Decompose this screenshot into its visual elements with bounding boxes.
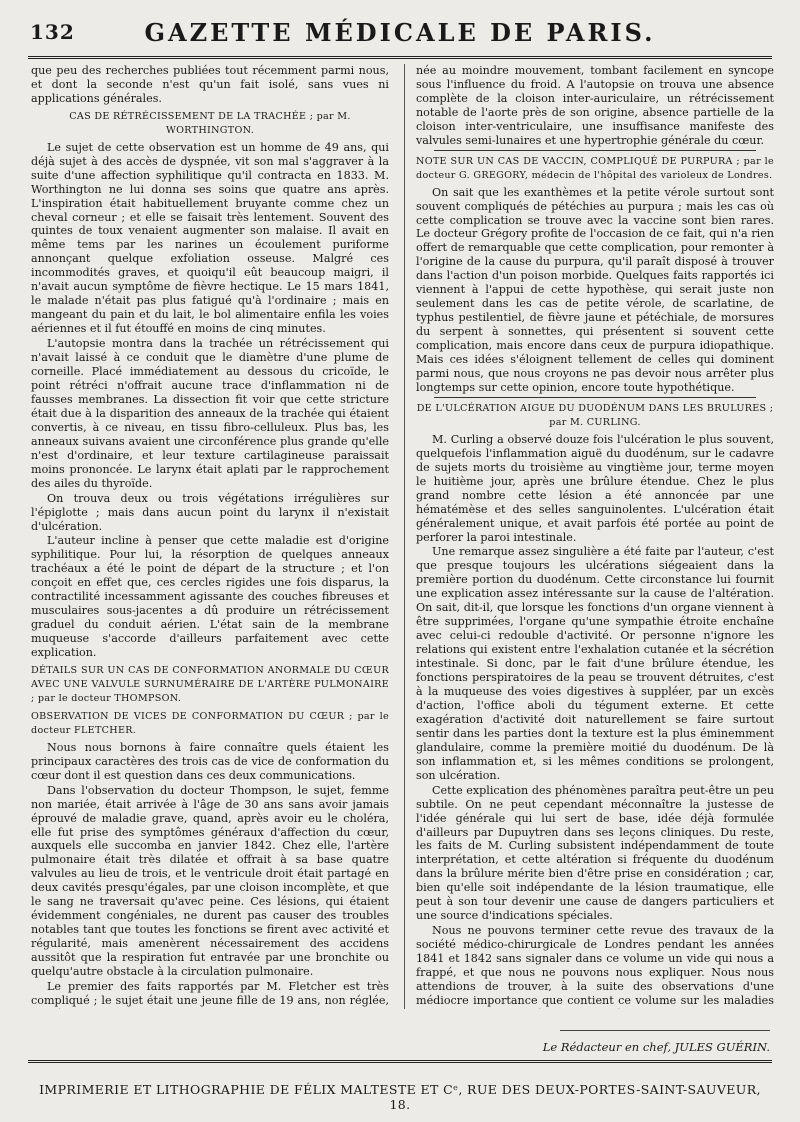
article-heading-gregory: NOTE SUR UN CAS DE VACCIN, COMPLIQUÉ DE PURPURA ; par le docteur G. GREGORY, médecin de l'hôpital des varioleux de Londres.: [416, 155, 774, 181]
paragraph: On sait que les exanthèmes et la petite vérole surtout sont souvent compliqués de pétéchies au purpura ; mais les cas où cette complication se trouve avec la vaccine sont bien rares. Le docteur Grégory profite de l'occasion de ce fait, qui n'a rien offert de remarquable que cette complication, pour remonter à l'origine de la cause du purpura, qu'il paraît disposé à trouver dans l'action d'un poison morbide. Quelques faits rapportés ici viennent à l'appui de cette hypothèse, qui serait juste non seulement dans les cas de petite vérole, de scarlatine, de typhus pestilentiel, de fièvre jaune et pétéchiale, de morsures du serpent à sonnettes, qui présentent si souvent cette complication, mais encore dans ceux de purpura idiopathique. Mais ces idées s'éloignent tellement de celles qui dominent parmi nous, que nous croyons ne pas devoir nous arrêter plus longtemps sur cette opinion, encore toute hypothétique.: [416, 185, 774, 394]
left-column: [31, 64, 389, 1009]
article-heading-thompson: DÉTAILS SUR UN CAS DE CONFORMATION ANORMALE DU CŒUR AVEC UNE VALVULE SURNUMÉRAIRE DE L'ARTÈRE PULMONAIRE ; par le docteur THOMPSON.: [31, 665, 389, 704]
signature-rule: [560, 1030, 770, 1031]
header-rule: [28, 56, 772, 59]
paragraph: On trouva deux ou trois végétations irrégulières sur l'épiglotte ; mais dans aucun point du larynx il n'existait d'ulcération.: [31, 491, 389, 533]
paragraph: Nous nous bornons à faire connaître quels étaient les principaux caractères des trois cas de vice de conformation du cœur dont il est question dans ces deux communications.: [31, 740, 389, 782]
section-rule: [434, 150, 756, 151]
section-rule: [434, 397, 756, 398]
column-divider: [404, 64, 405, 1009]
journal-title: GAZETTE MÉDICALE DE PARIS.: [144, 18, 656, 47]
paragraph: Le sujet de cette observation est un homme de 49 ans, qui déjà sujet à des accès de dyspnée, vit son mal s'aggraver à la suite d'une affection syphilitique qu'il contracta en 1833. M. Worthington ne lui donna ses soins que quatre ans après. L'inspiration était habituellement bruyante comme chez un cheval corneur ; et elle se faisait très lentement. Souvent des quintes de toux venaient augmenter son malaise. Il avait en même tems par les narines un écoulement puriforme annonçant quelque exfoliation osseuse. Malgré ces incommodités graves, et quoiqu'il eût beaucoup maigri, il n'avait aucun symptôme de fièvre hectique. Le 15 mars 1841, le malade n'était pas plus fatigué qu'à l'ordinaire ; mais en mangeant du pain et du lait, le bol alimentaire enfila les voies aériennes et il fut étouffé en moins de cinq minutes.: [31, 140, 389, 336]
page-header: [30, 14, 770, 54]
article-heading-curling: DE L'ULCÉRATION AIGUE DU DUODÉNUM DANS LES BRULURES ; par M. CURLING.: [416, 402, 774, 428]
article-heading-trachea: CAS DE RÉTRÉCISSEMENT DE LA TRACHÉE ; par M. WORTHINGTON.: [69, 110, 351, 136]
paragraph: Dans l'observation du docteur Thompson, le sujet, femme non mariée, était arrivée à l'âge de 30 ans sans avoir jamais éprouvé de maladie grave, quand, après avoir eu le choléra, elle fut prise des symptômes généraux d'affection du cœur, auxquels elle succomba en janvier 1842. Chez elle, l'artère pulmonaire était très dilatée et offrait à sa base quatre valvules au lieu de trois, et le ventricule droit était partagé en deux cavités presqu'égales, par une cloison incomplète, et que le sang ne traversait qu'avec peine. Ces lésions, qui étaient évidemment congéniales, ne durent pas causer des troubles notables tant que toutes les fonctions se firent avec activité et régularité, mais amenèrent nécessairement des accidens aussitôt que la respiration fut entravée par une bronchite ou quelqu'autre obstacle à la circulation pulmonaire.: [31, 783, 389, 979]
paragraph: L'autopsie montra dans la trachée un rétrécissement qui n'avait laissé à ce conduit que le diamètre d'une plume de corneille. Placé immédiatement au dessous du cricoïde, le point rétréci n'offrait aucune trace d'inflammation ni de fausses membranes. La dissection fit voir que cette stricture était due à la disparition des anneaux de la trachée qui étaient convertis, à ce niveau, en tissu fibro-celluleux. Plus bas, les anneaux suivans avaient une circonférence plus grande qu'elle n'est d'ordinaire, et leur texture cartilagineuse paraissait moins prononcée. Le larynx était aplati par le rapprochement des ailes du thyroïde.: [31, 337, 389, 490]
paragraph: que peu des recherches publiées tout récemment parmi nous, et dont la seconde n'est qu'un fait isolé, sans vues ni applications générales.: [31, 64, 389, 105]
page-number: 132: [30, 20, 75, 44]
footer-rule: [28, 1060, 772, 1063]
paragraph: née au moindre mouvement, tombant facilement en syncope sous l'influence du froid. A l'autopsie on trouva une absence complète de la cloison inter-auriculaire, un rétrécissement notable de l'aorte près de son origine, absence partielle de la cloison inter-ventriculaire, une insuffisance manifeste des valvules semi-lunaires et une hypertrophie générale du cœur.: [416, 64, 774, 147]
paragraph: Nous ne pouvons terminer cette revue des travaux de la société médico-chirurgicale de Londres pendant les années 1841 et 1842 sans signaler dans ce volume un vide qui nous a frappé, et que nous ne pouvons nous expliquer. Nous nous attendions de trouver, à la suite des observations d'une médiocre importance que contient ce volume sur les maladies: [416, 924, 774, 1007]
printer-imprint: IMPRIMERIE ET LITHOGRAPHIE DE FÉLIX MALTESTE ET Cᵉ, RUE DES DEUX-PORTES-SAINT-SAUVEUR, 18.: [39, 1082, 761, 1112]
paragraph: Le premier des faits rapportés par M. Fletcher est très compliqué ; le sujet était une jeune fille de 19 ans, non réglée,: [31, 980, 389, 1007]
article-heading-fletcher: OBSERVATION DE VICES DE CONFORMATION DU CŒUR ; par le docteur FLETCHER.: [31, 710, 389, 736]
paragraph: Cette explication des phénomènes paraîtra peut-être un peu subtile. On ne peut cependant méconnaître la justesse de l'idée générale qui lui sert de base, idée déjà formulée d'ailleurs par Dupuytren dans ses leçons cliniques. Du reste, les faits de M. Curling subsistent indépendamment de toute interprétation, et cette altération si fréquente du duodénum dans la brûlure mérite bien d'être prise en considération ; car, bien qu'elle soit indépendante de la lésion traumatique, elle peut à son tour devenir une cause de dangers particuliers et une source d'indications spéciales.: [416, 783, 774, 923]
right-column: [416, 64, 774, 1009]
paragraph: M. Curling a observé douze fois l'ulcération le plus souvent, quelquefois l'inflammation aiguë du duodénum, sur le cadavre de sujets morts du troisième au vingtième jour, terme moyen le huitième jour, après une brûlure étendue. Chez le plus grand nombre cette lésion a été annoncée par une hématémèse et des selles sanguinolentes. L'ulcération était généralement unique, et avait parfois été portée au point de perforer la paroi intestinale.: [416, 432, 774, 544]
paragraph: L'auteur incline à penser que cette maladie est d'origine syphilitique. Pour lui, la résorption de quelques anneaux trachéaux a été le point de départ de la structure ; et l'on conçoit en effet que, ces cercles rigides une fois disparus, la contractilité incessamment agissante des couches fibreuses et musculaires sous-jacentes a dû produire un rétrécissement graduel du conduit aérien. L'état sain de la membrane muqueuse s'accorde d'ailleurs parfaitement avec cette explication.: [31, 534, 389, 660]
editor-signature: Le Rédacteur en chef, JULES GUÉRIN.: [542, 1040, 770, 1054]
paragraph: Une remarque assez singulière a été faite par l'auteur, c'est que presque toujours les ulcérations siégeaient dans la première portion du duodénum. Cette circonstance lui fournit une explication assez intéressante sur la cause de l'altération. On sait, dit-il, que lorsque les fonctions d'un organe viennent à être supprimées, l'organe qu'une sympathie étroite enchaîne avec celui-ci redouble d'activité. Or personne n'ignore les relations qui existent entre l'exhalation cutanée et la sécrétion intestinale. Si donc, par le fait d'une brûlure étendue, les fonctions perspiratoires de la peau se trouvent détruites, c'est à la muqueuse des voies digestives à suppléer, par un excès d'action, l'office aboli du tégument externe. Et cette exagération d'activité doit naturellement se faire surtout sentir dans les parties dont la texture est la plus éminemment glandulaire, comme la première moitié du duodénum. De là son inflammation et, si les mêmes conditions se prolongent, son ulcération.: [416, 545, 774, 782]
